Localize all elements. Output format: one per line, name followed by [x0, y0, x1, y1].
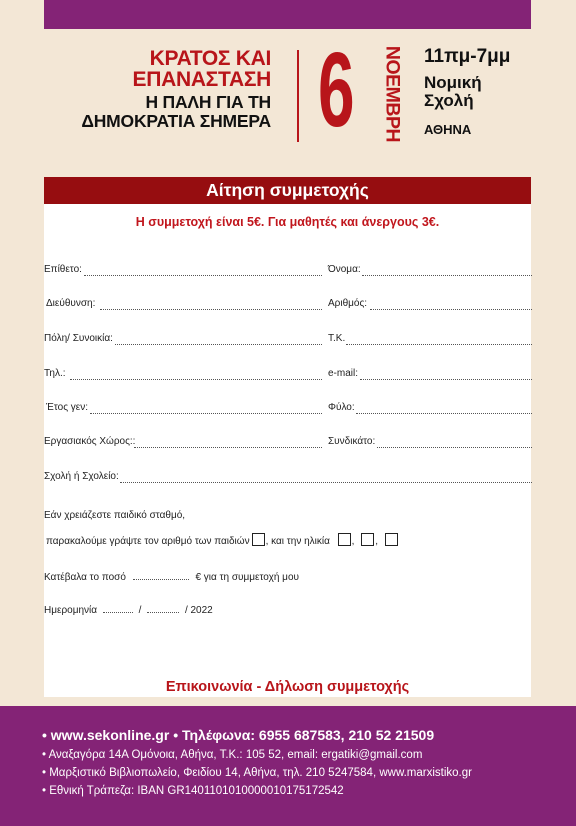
city-label: Πόλη/ Συνοικία:: [44, 333, 113, 344]
number-label: Αριθμός:: [328, 298, 368, 309]
deposit-row: [44, 572, 299, 583]
gender-field[interactable]: [356, 413, 532, 414]
childcare-row: παρακαλούμε γράψτε τον αριθμό των παιδιών , και την ηλικία , ,: [46, 533, 399, 547]
union-label: Συνδικάτο:: [328, 436, 376, 447]
title-divider: [297, 50, 299, 142]
child-age-box-2[interactable]: [361, 533, 374, 546]
event-title-block: [81, 48, 271, 131]
child-age-box-1[interactable]: [338, 533, 351, 546]
subtitle-line-2: ΔΗΜΟΚΡΑΤΙΑ ΣΗΜΕΡΑ: [81, 111, 271, 131]
top-banner-bar: [44, 0, 531, 29]
form-row-birth: [44, 402, 531, 418]
postcode-field[interactable]: [346, 344, 532, 345]
form-row-city: [44, 333, 531, 349]
phone-field[interactable]: [70, 379, 322, 380]
childcare-text-2: παρακαλούμε γράψτε τον αριθμό των παιδιών: [46, 536, 250, 547]
footer-bank-line: • Εθνική Τράπεζα: IBAN GR1401101010000010175172542: [42, 785, 344, 797]
application-form: [44, 177, 531, 697]
postcode-label: Τ.Κ.: [328, 333, 346, 344]
event-place-2: Σχολή: [424, 91, 474, 110]
childcare-text-1: Εάν χρειάζεστε παιδικό σταθμό,: [44, 510, 186, 521]
event-place-1: Νομική: [424, 73, 482, 92]
workplace-field[interactable]: [134, 447, 322, 448]
fee-note: Η συμμετοχή είναι 5€. Για μαθητές και άνεργους 3€.: [135, 215, 440, 229]
gender-label: Φύλο:: [328, 402, 355, 413]
date-separator: /: [138, 605, 142, 616]
event-city: ΑΘΗΝΑ: [424, 122, 472, 137]
footer-main-line: • www.sekonline.gr • Τηλέφωνα: 6955 687583, 210 52 21509: [42, 727, 435, 743]
surname-field[interactable]: [84, 275, 322, 276]
title-line-2: ΕΠΑΝΑΣΤΑΣΗ: [132, 68, 271, 91]
event-month: [381, 42, 403, 146]
date-year: / 2022: [184, 605, 213, 616]
email-field[interactable]: [360, 379, 532, 380]
form-row-address: [44, 298, 531, 314]
city-field[interactable]: [115, 344, 322, 345]
date-row: [44, 605, 213, 616]
date-day-field[interactable]: [103, 612, 133, 613]
footer-contact-info: [0, 706, 576, 826]
name-field[interactable]: [362, 275, 532, 276]
footer-address-line: • Αναξαγόρα 14Α Ομόνοια, Αθήνα, Τ.Κ.: 105 52, email: ergatiki@gmail.com: [42, 749, 423, 761]
email-label: e-mail:: [328, 368, 359, 379]
surname-label: Επίθετο:: [44, 264, 82, 275]
event-month-text: ΝΟΕΜΒΡΗ: [381, 45, 404, 143]
deposit-amount-field[interactable]: [133, 579, 189, 580]
birth-year-field[interactable]: [90, 413, 322, 414]
footer-bookshop-line: • Μαρξιστικό Βιβλιοπωλείο, Φειδίου 14, Αθήνα, τηλ. 210 5247584, www.marxistiko.gr: [42, 767, 472, 779]
date-label: Ημερομηνία: [44, 605, 98, 616]
school-field[interactable]: [120, 482, 532, 483]
deposit-label: Κατέβαλα το ποσό: [44, 572, 126, 583]
address-label: Διεύθυνση:: [46, 298, 96, 309]
event-time: 11πμ-7μμ: [424, 46, 511, 67]
address-field[interactable]: [100, 309, 322, 310]
number-field[interactable]: [370, 309, 532, 310]
title-line-1: ΚΡΑΤΟΣ ΚΑΙ: [149, 47, 271, 70]
birth-year-label: Έτος γεν:: [46, 402, 89, 413]
form-row-school: [44, 471, 531, 487]
form-row-phone: [44, 368, 531, 384]
date-month-field[interactable]: [147, 612, 179, 613]
school-label: Σχολή ή Σχολείο:: [44, 471, 119, 482]
children-count-checkbox[interactable]: [252, 533, 265, 546]
workplace-label: Εργασιακός Χώρος::: [44, 436, 136, 447]
form-title: Αίτηση συμμετοχής: [44, 177, 531, 204]
child-age-box-3[interactable]: [385, 533, 398, 546]
form-row-work: [44, 436, 531, 452]
event-day: 6: [318, 31, 355, 149]
subtitle-line-1: Η ΠΑΛΗ ΓΙΑ ΤΗ: [145, 92, 271, 112]
form-row-surname-name: [44, 264, 531, 280]
name-label: Όνομα:: [328, 264, 361, 275]
union-field[interactable]: [377, 447, 532, 448]
childcare-age-text: , και την ηλικία: [265, 536, 330, 547]
event-info: [424, 46, 510, 137]
deposit-suffix: € για τη συμμετοχή μου: [195, 572, 299, 583]
contact-title: Επικοινωνία - Δήλωση συμμετοχής: [165, 679, 410, 695]
phone-label: Τηλ.:: [44, 368, 66, 379]
